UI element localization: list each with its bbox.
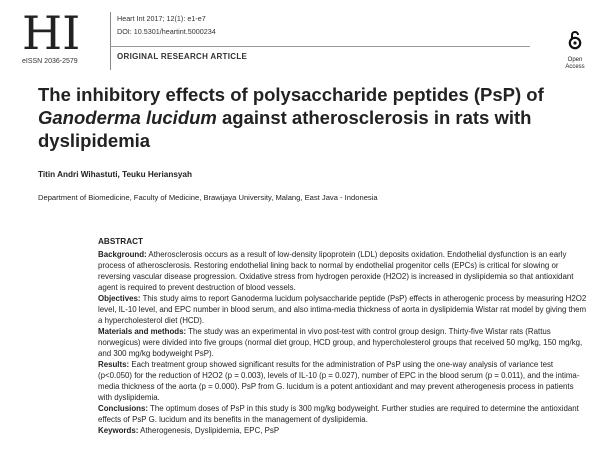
citation-block: [117, 12, 216, 38]
conclusions-label: Conclusions:: [98, 404, 148, 413]
abstract-keywords: [98, 425, 588, 436]
open-access-badge: [555, 30, 595, 71]
doi-link[interactable]: DOI: 10.5301/heartint.5000234: [117, 27, 216, 36]
authors: Titin Andri Wihastuti, Teuku Heriansyah: [38, 170, 192, 179]
title-species: Ganoderma lucidum: [38, 107, 217, 128]
methods-text: The study was an experimental in vivo post-test with control group design. Thirty-five Wistar rats (Rattus norwegicus) were divided into five groups (normal diet group, HCD group, and hypercholesterol groups that received 50 mg/kg, 150 mg/kg, and 300 mg/kg bodyweight PsP).: [98, 327, 583, 358]
results-label: Results:: [98, 360, 130, 369]
abstract-background: [98, 249, 588, 293]
open-access-label-1: Open: [567, 57, 583, 63]
abstract-objectives: [98, 293, 588, 326]
objectives-label: Objectives:: [98, 294, 141, 303]
keywords-text: Atherogenesis, Dyslipidemia, EPC, PsP: [138, 426, 280, 435]
objectives-text: This study aims to report Ganoderma lucidum polysaccharide peptide (PsP) effects in atherogenic process by measuring H2O2 level, IL-10 level, and EPC number in blood serum, and also intima-media thickness of aorta in dyslipidemia Wistar rat model by giving them a hypercholesterol diet (HCD).: [98, 294, 587, 325]
open-access-label-2: Access: [565, 64, 585, 70]
keywords-label: Keywords:: [98, 426, 139, 435]
abstract-conclusions: [98, 403, 588, 425]
background-label: Background:: [98, 250, 147, 259]
conclusions-text: The optimum doses of PsP in this study is 300 mg/kg bodyweight. Further studies are required to determine the antioxidant effects of PsP G. lucidum and its benefits in the management of dyslipidemia.: [98, 404, 579, 424]
title-part-2: against atherosclerosis in rats with dyslipidemia: [38, 107, 532, 151]
affiliation: Department of Biomedicine, Faculty of Medicine, Brawijaya University, Malang, East Java - Indonesia: [38, 193, 378, 202]
header-divider: [110, 12, 111, 70]
abstract-heading: ABSTRACT: [98, 237, 144, 246]
abstract-methods: [98, 326, 588, 359]
open-access-icon: [568, 30, 582, 50]
title-part-1: The inhibitory effects of polysaccharide peptides (PsP) of: [38, 84, 544, 105]
article-title: [38, 83, 578, 152]
abstract-results: [98, 359, 588, 403]
background-text: Atherosclerosis occurs as a result of low-density lipoprotein (LDL) deposits oxidation. Endothelial dysfunction is an early process of atherosclerosis. Restoring endothelial lining back to normal by endothelial progenitor cells (EPCs) is critical for slowing or reversing vascular disease progression. Oxidative stress from hydrogen peroxide (H2O2) is increased in dyslipidemia so that antioxidant agent is required to prevent destruction of blood vessels.: [98, 250, 574, 292]
results-text: Each treatment group showed significant results for the administration of PsP using the one-way analysis of variance test (p<0.050) for the reduction of H2O2 (p = 0.003), levels of IL-10 (p = 0.027), number of EPC in the blood serum (p = 0.011), and the intima-media thickness of the aorta (p = 0.000). PsP from G. lucidum is a potent antioxidant and may prevent atherogenesis process in patients with dyslipidemia.: [98, 360, 580, 402]
article-type: ORIGINAL RESEARCH ARTICLE: [117, 52, 248, 61]
abstract: [98, 236, 588, 436]
methods-label: Materials and methods:: [98, 327, 187, 336]
header-rule: [110, 46, 530, 47]
issn: eISSN 2036-2579: [22, 58, 78, 65]
citation: Heart Int 2017; 12(1): e1-e7: [117, 14, 206, 23]
journal-logo: HI: [22, 6, 81, 60]
